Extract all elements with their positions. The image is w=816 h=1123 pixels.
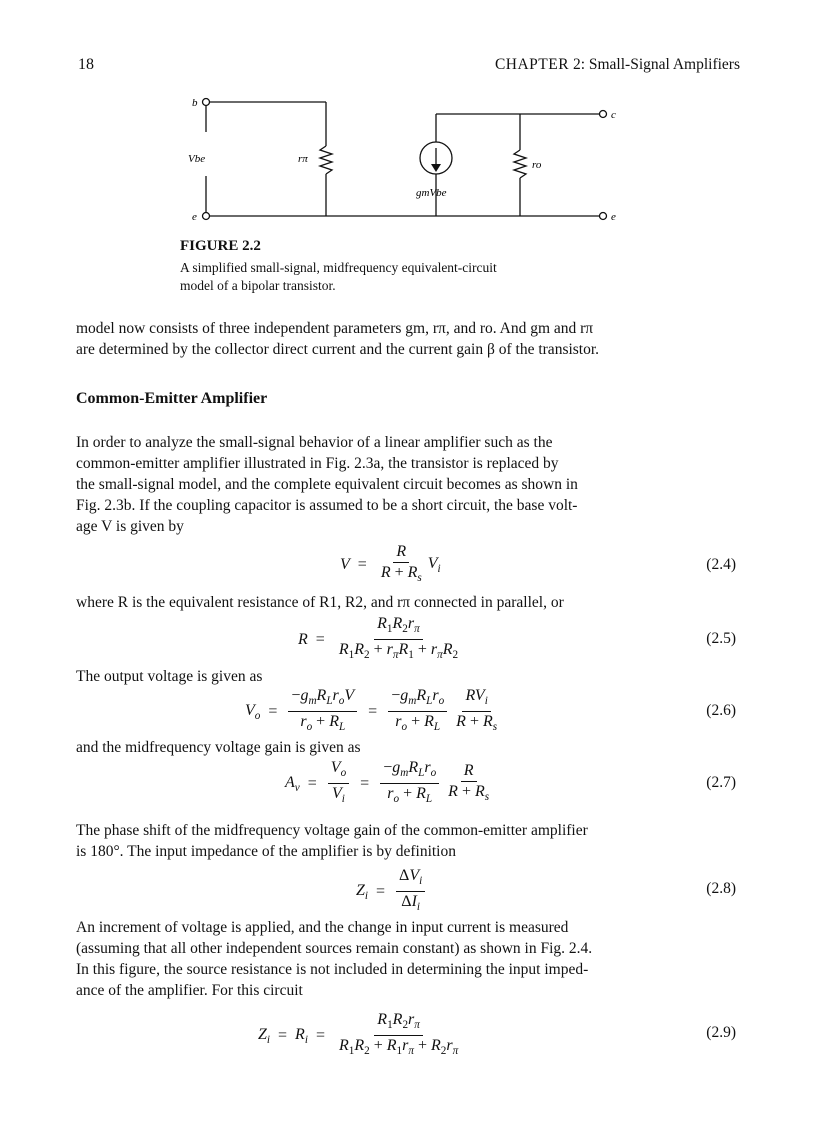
- text-line: An increment of voltage is applied, and the change in input current is measured: [76, 919, 569, 936]
- equation-number: (2.9): [706, 1024, 736, 1041]
- text-line: model now consists of three independent parameters gm, rπ, and ro. And gm and rπ: [76, 320, 594, 337]
- paragraph-increment: [76, 917, 738, 1001]
- paragraph-phase-shift: [76, 820, 738, 862]
- text-line: Fig. 2.3b. If the coupling capacitor is assumed to be a short circuit, the base volt-: [76, 497, 578, 514]
- label-gm-vbe: gmVbe: [416, 187, 447, 199]
- arrow-down-icon: [431, 164, 441, 172]
- equation-number: (2.7): [706, 774, 736, 791]
- text-line: In order to analyze the small-signal behavior of a linear amplifier such as the: [76, 434, 553, 451]
- text-after-eq-2-5: The output voltage is given as: [76, 668, 263, 685]
- caption-line: model of a bipolar transistor.: [180, 278, 336, 293]
- circuit-diagram: [180, 92, 640, 228]
- label-e-right: e: [611, 211, 616, 223]
- text-line: ance of the amplifier. For this circuit: [76, 982, 303, 999]
- text-line: (assuming that all other independent sources remain constant) as shown in Fig. 2.4.: [76, 940, 593, 957]
- equation-number: (2.8): [706, 880, 736, 897]
- chapter-title: 2: Small-Signal Amplifiers: [572, 56, 740, 73]
- page-number: 18: [78, 56, 94, 73]
- equation-2-9: $Z_i$ = $R_i$ = $\frac{R_1R_2r_\pi}{R_1R_2 + R_1r_\pi + R_2r_\pi}$: [258, 1011, 459, 1058]
- chapter-prefix: CHAPTER: [494, 56, 570, 73]
- equation-2-5: R = $\frac{R_1R_2r_\pi}{R_1R_2 + r_\pi R_1 + r_\pi R_2}$: [298, 615, 459, 662]
- text-line: the small-signal model, and the complete equivalent circuit becomes as shown in: [76, 476, 578, 493]
- label-vbe: Vbe: [188, 153, 206, 165]
- paragraph-parameters: [76, 318, 738, 360]
- terminal-c: [600, 111, 607, 118]
- figure-caption: [180, 259, 640, 295]
- label-e-left: e: [192, 211, 197, 223]
- equation-number: (2.5): [706, 630, 736, 647]
- equation-2-8: $Z_i$ = $\frac{\Delta V_i}{\Delta I_i}$: [356, 866, 428, 917]
- label-rpi: rπ: [298, 153, 308, 165]
- caption-line: A simplified small-signal, midfrequency equivalent-circuit: [180, 260, 497, 275]
- equation-2-4: V = $\frac{R}{R + R_s}$ $V_i$: [340, 543, 441, 585]
- terminal-e-right: [600, 213, 607, 220]
- text-line: common-emitter amplifier illustrated in Fig. 2.3a, the transistor is replaced by: [76, 455, 559, 472]
- equation-number: (2.4): [706, 556, 736, 573]
- equation-2-7: $A_v$ = $\frac{V_o}{V_i}$ = $\frac{-g_mR_Lr_o}{r_o + R_L}$ $\frac{R}{R + R_s}$: [285, 759, 490, 806]
- label-c: c: [611, 109, 616, 121]
- text-after-eq-2-6: and the midfrequency voltage gain is given as: [76, 739, 361, 756]
- running-head: [495, 56, 740, 74]
- text-line: In this figure, the source resistance is not included in determining the input imped-: [76, 961, 589, 978]
- paragraph-analysis: [76, 432, 738, 537]
- text-line: are determined by the collector direct current and the current gain β of the transistor.: [76, 341, 600, 358]
- label-ro: ro: [532, 159, 542, 171]
- figure-label: FIGURE 2.2: [180, 238, 261, 254]
- text-line: The phase shift of the midfrequency voltage gain of the common-emitter amplifier: [76, 822, 588, 839]
- equation-2-6: $V_o$ = $\frac{-g_mR_Lr_oV}{r_o + R_L}$ = $\frac{-g_mR_Lr_o}{r_o + R_L}$ $\frac{RV_i}{R + R_s}$: [245, 687, 498, 734]
- equation-number: (2.6): [706, 702, 736, 719]
- terminal-e-left: [203, 213, 210, 220]
- label-b: b: [192, 97, 198, 109]
- text-line: is 180°. The input impedance of the amplifier is by definition: [76, 843, 456, 860]
- section-heading: Common-Emitter Amplifier: [76, 390, 268, 407]
- terminal-b: [203, 99, 210, 106]
- text-after-eq-2-4: where R is the equivalent resistance of R1, R2, and rπ connected in parallel, or: [76, 594, 564, 611]
- text-line: age V is given by: [76, 518, 184, 535]
